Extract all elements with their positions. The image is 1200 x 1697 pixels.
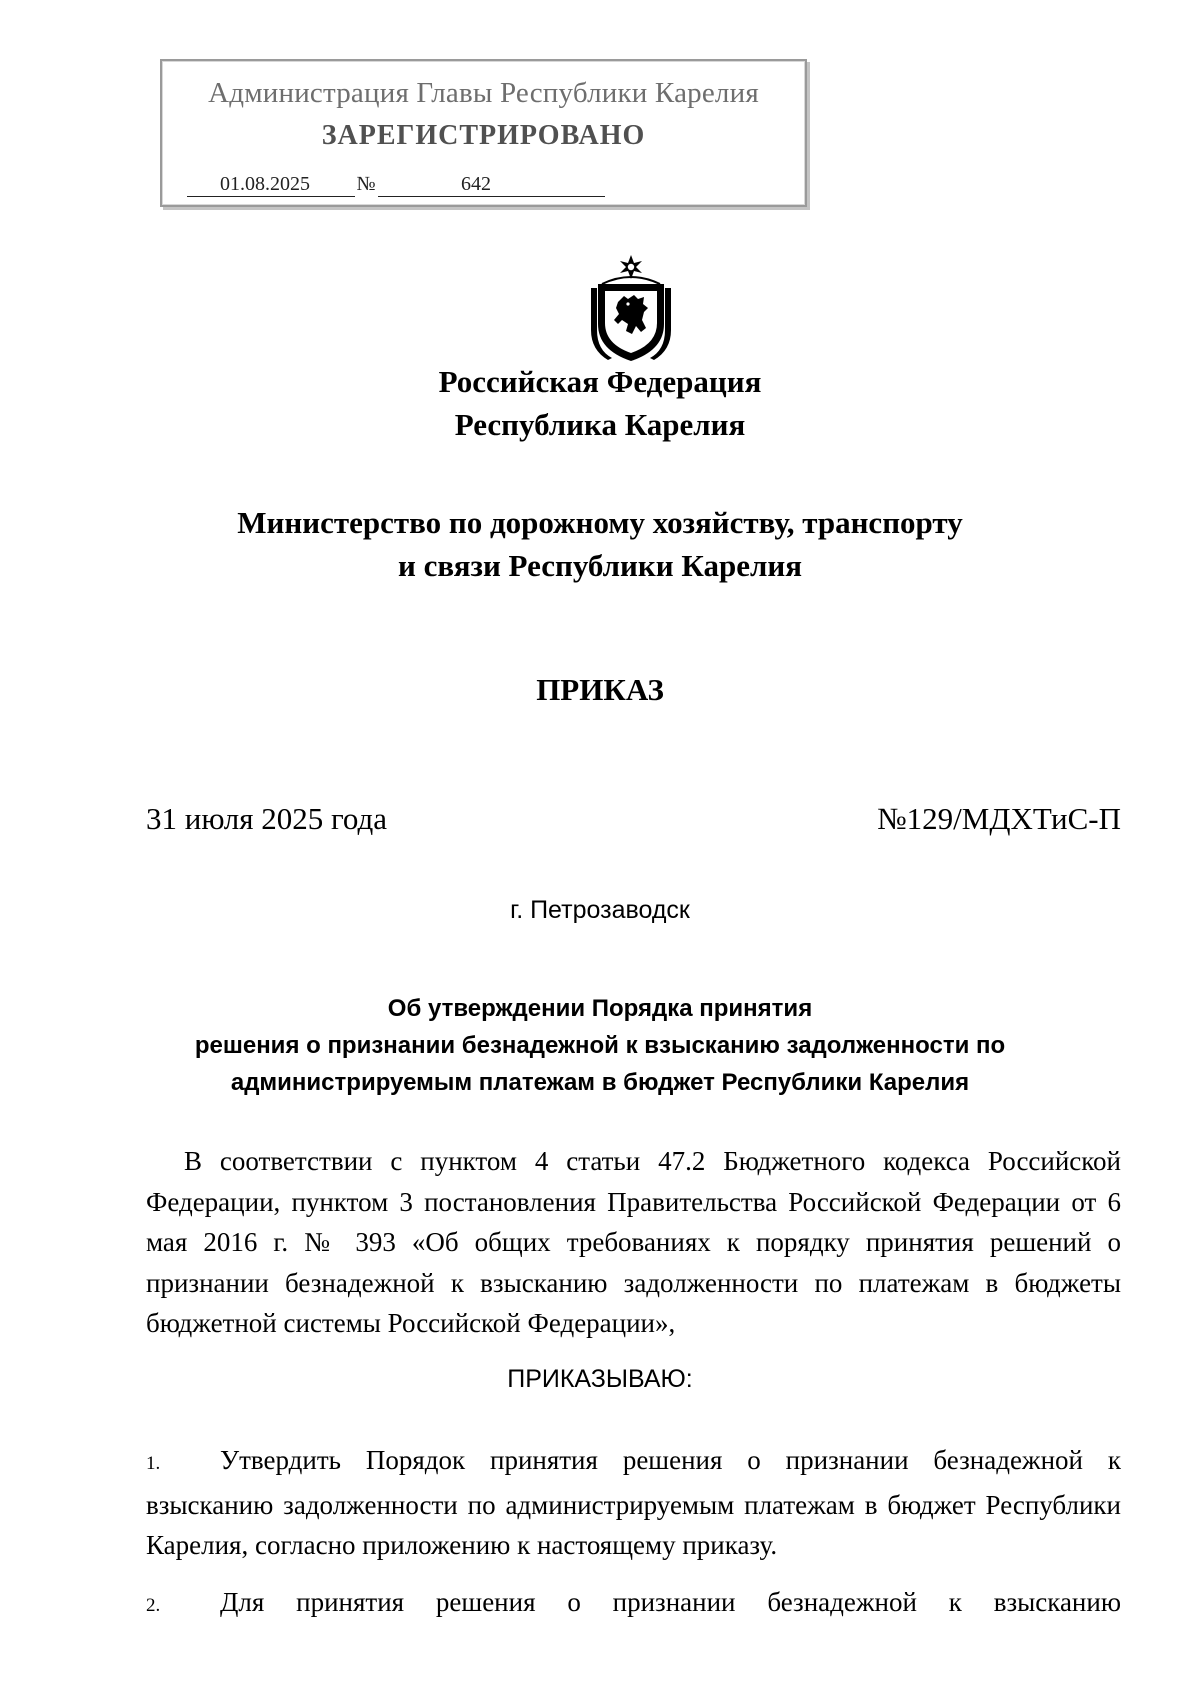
stamp-number-sign: № <box>356 173 376 195</box>
republic-heading: Республика Карелия <box>454 407 746 442</box>
stamp-status: ЗАРЕГИСТРИРОВАНО <box>321 120 646 151</box>
list-item-number: 2. <box>146 1595 161 1616</box>
ministry-heading-line1: Министерство по дорожному хозяйству, транспорту <box>237 505 963 540</box>
list-item-text: Утвердить Порядок принятия решения о признании безнадежной к взысканию задолженности по администрируемым платежам в бюджет Республики Карелия, согласно приложению к настоящему приказу. <box>146 1445 1121 1560</box>
stamp-date: 01.08.2025 <box>187 171 355 197</box>
document-type: ПРИКАЗ <box>536 672 664 707</box>
order-title-line3: администрируемым платежам в бюджет Республики Карелия <box>230 1069 970 1096</box>
order-title-line2: решения о признании безнадежной к взысканию задолженности по <box>194 1032 1006 1059</box>
order-word: ПРИКАЗЫВАЮ: <box>507 1365 693 1393</box>
stamp-organization: Администрация Главы Республики Карелия <box>208 77 759 109</box>
registration-stamp <box>160 59 807 207</box>
city: г. Петрозаводск <box>510 896 690 924</box>
list-item <box>146 1582 1121 1627</box>
preamble-paragraph: В соответствии с пунктом 4 статьи 47.2 Бюджетного кодекса Российской Федерации, пунктом 3 постановления Правительства Российской Федерации от 6 мая 2016 г. № 393 «Об общих требованиях к порядку принятия решений о признании безнадежной к взысканию задолженности по платежам в бюджеты бюджетной системы Российской Федерации», <box>146 1146 1121 1338</box>
ministry-heading-line2: и связи Республики Карелия <box>398 548 802 583</box>
order-number: №129/МДХТиС-П <box>877 801 1121 836</box>
list-item-number: 1. <box>146 1453 161 1474</box>
order-title <box>0 990 1200 1101</box>
list-item <box>146 1440 1121 1566</box>
stamp-number: 642 <box>378 171 605 197</box>
list-item-text: Для принятия решения о признании безнадежной к взысканию <box>220 1587 1121 1617</box>
order-date: 31 июля 2025 года <box>146 801 388 836</box>
country-heading: Российская Федерация <box>438 364 762 399</box>
coat-of-arms-icon <box>588 254 674 364</box>
order-title-line1: Об утверждении Порядка принятия <box>387 995 813 1022</box>
